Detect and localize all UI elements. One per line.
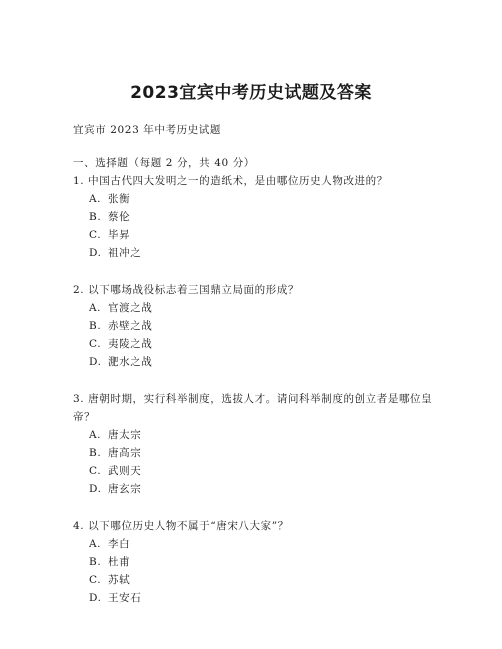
question-stem: 4. 以下哪位历史人物不属于“唐宋八大家”？: [73, 520, 289, 532]
option-letter: C.: [89, 229, 102, 241]
option-d: [73, 353, 433, 371]
option-letter: A.: [89, 302, 102, 314]
option-letter: C.: [89, 338, 102, 350]
option-d: [73, 589, 433, 607]
option-letter: B.: [89, 447, 102, 459]
option-c: [73, 571, 433, 589]
option-c: [73, 462, 433, 480]
option-d: [73, 480, 433, 498]
option-list: [73, 426, 433, 498]
option-text: 王安石: [108, 592, 142, 604]
option-a: [73, 535, 433, 553]
option-text: 蔡伦: [108, 211, 131, 223]
option-letter: B.: [89, 320, 102, 332]
option-list: [73, 190, 433, 262]
option-letter: D.: [89, 592, 102, 604]
option-text: 淝水之战: [108, 356, 153, 368]
question-stem: 2. 以下哪场战役标志着三国鼎立局面的形成？: [73, 284, 300, 296]
option-list: [73, 299, 433, 371]
option-b: [73, 553, 433, 571]
question-1: [73, 172, 433, 262]
question-stem: 3. 唐朝时期，实行科举制度，选拔人才。请问科举制度的创立者是哪位皇帝？: [73, 393, 433, 423]
option-c: [73, 335, 433, 353]
option-text: 祖冲之: [108, 247, 142, 259]
option-letter: A.: [89, 429, 102, 441]
option-text: 武则天: [108, 465, 142, 477]
option-text: 李白: [108, 538, 131, 550]
option-a: [73, 190, 433, 208]
question-4: [73, 517, 433, 607]
option-letter: C.: [89, 465, 102, 477]
option-list: [73, 535, 433, 607]
question-3: [73, 390, 433, 498]
option-text: 唐太宗: [108, 429, 142, 441]
question-list: [73, 172, 433, 626]
option-c: [73, 226, 433, 244]
option-text: 夷陵之战: [108, 338, 153, 350]
question-2: [73, 281, 433, 371]
question-stem: 1. 中国古代四大发明之一的造纸术，是由哪位历史人物改进的？: [73, 175, 388, 187]
option-a: [73, 299, 433, 317]
option-text: 官渡之战: [108, 302, 153, 314]
option-letter: D.: [89, 356, 102, 368]
section-heading: 一、选择题（每题 2 分，共 40 分）: [73, 157, 255, 169]
option-b: [73, 317, 433, 335]
option-a: [73, 426, 433, 444]
option-text: 赤壁之战: [108, 320, 153, 332]
option-text: 杜甫: [108, 556, 131, 568]
option-letter: D.: [89, 247, 102, 259]
option-text: 张衡: [108, 193, 131, 205]
document-title: 2023宜宾中考历史试题及答案: [130, 83, 372, 103]
option-letter: A.: [89, 538, 102, 550]
option-text: 唐高宗: [108, 447, 142, 459]
option-letter: B.: [89, 211, 102, 223]
option-letter: C.: [89, 574, 102, 586]
option-letter: D.: [89, 483, 102, 495]
option-letter: A.: [89, 193, 102, 205]
option-text: 唐玄宗: [108, 483, 142, 495]
exam-subtitle: 宜宾市 2023 年中考历史试题: [73, 124, 221, 136]
option-text: 苏轼: [108, 574, 131, 586]
option-text: 毕昇: [108, 229, 131, 241]
option-b: [73, 444, 433, 462]
option-b: [73, 208, 433, 226]
option-letter: B.: [89, 556, 102, 568]
option-d: [73, 244, 433, 262]
